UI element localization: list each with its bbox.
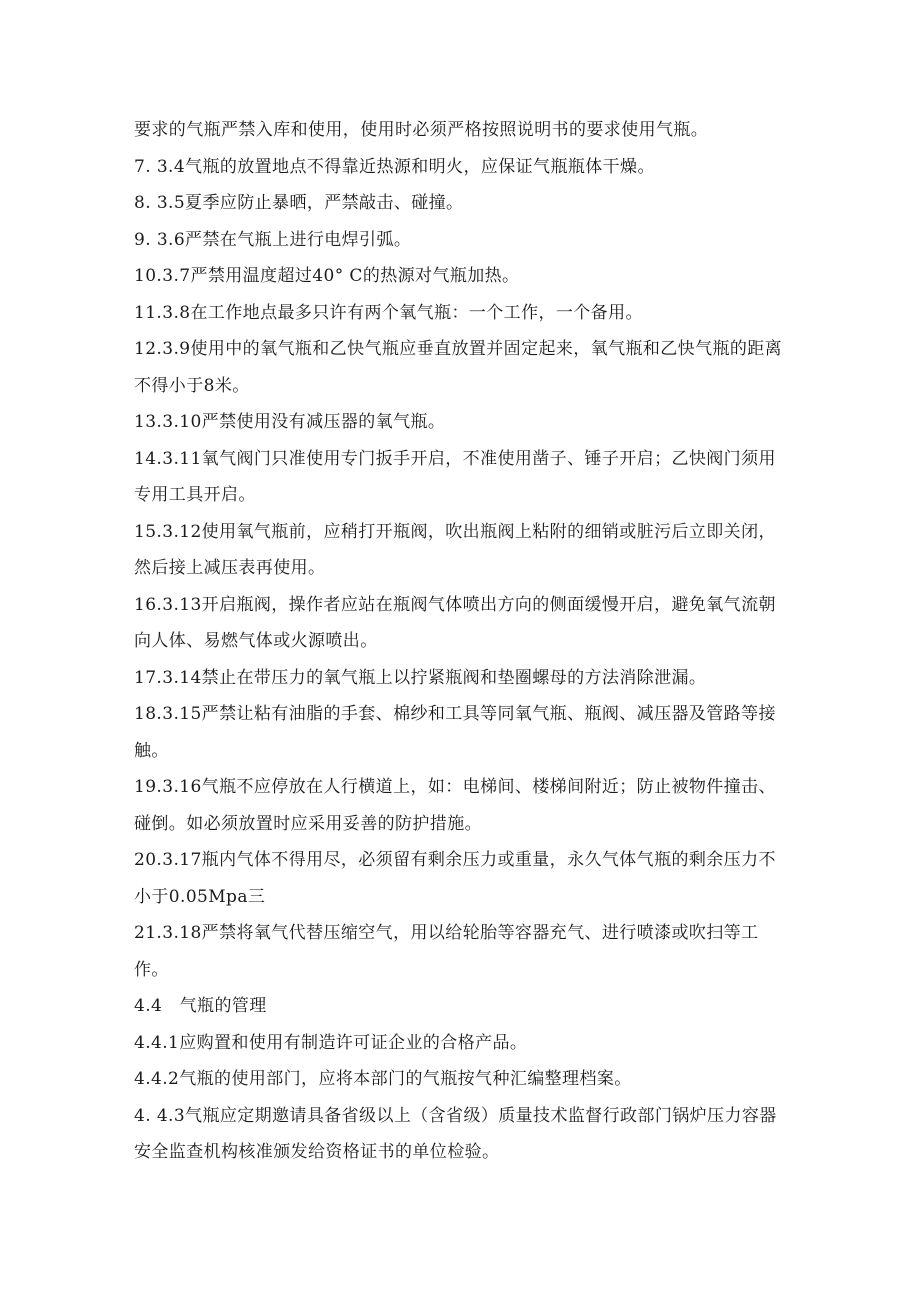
paragraph-item-14: 14.3.11氧气阀门只准使用专门扳手开启，不准使用凿子、锤子开启；乙快阀门须用专用工具开启。 [134,448,776,505]
paragraph-item-12: 12.3.9使用中的氧气瓶和乙快气瓶应垂直放置并固定起来，氧气瓶和乙快气瓶的距离不得小于8米。 [134,339,783,396]
paragraph-item-8: 8. 3.5夏季应防止暴晒，严禁敲击、碰撞。 [134,193,464,213]
document-body [134,112,789,1171]
paragraph-item-19: 19.3.16气瓶不应停放在人行横道上，如：电梯间、楼梯间附近；防止被物件撞击、碰倒。如必须放置时应采用妥善的防护措施。 [134,777,776,834]
section-heading-4-4: 4.4 气瓶的管理 [134,996,267,1016]
paragraph-item-7: 7. 3.4气瓶的放置地点不得靠近热源和明火，应保证气瓶瓶体干燥。 [134,156,655,177]
paragraph-cylinder-storage-requirement: 要求的气瓶严禁入库和使用，使用时必须严格按照说明书的要求使用气瓶。 [134,120,709,140]
paragraph-4-4-1: 4.4.1应购置和使用有制造许可证企业的合格产品。 [134,1032,528,1053]
paragraph-4-4-2: 4.4.2气瓶的使用部门，应将本部门的气瓶按气种汇编整理档案。 [134,1069,632,1089]
paragraph-item-13: 13.3.10严禁使用没有减压器的氧气瓶。 [134,412,446,432]
paragraph-item-15: 15.3.12使用氧气瓶前，应稍打开瓶阀，吹出瓶阀上粘附的细销或脏污后立即关闭，然后接上减压表再使用。 [134,521,776,578]
paragraph-item-11: 11.3.8在工作地点最多只许有两个氧气瓶：一个工作，一个备用。 [134,302,643,323]
paragraph-item-21: 21.3.18严禁将氧气代替压缩空气，用以给轮胎等容器充气、进行喷漆或吹扫等工作。 [134,923,759,980]
paragraph-item-18: 18.3.15严禁让粘有油脂的手套、棉纱和工具等同氧气瓶、瓶阀、减压器及管路等接触。 [134,704,776,761]
paragraph-item-10: 10.3.7严禁用温度超过40° C的热源对气瓶加热。 [134,266,520,286]
paragraph-item-20: 20.3.17瓶内气体不得用尽，必须留有剩余压力或重量，永久气体气瓶的剩余压力不小于0.05Mpa三 [134,850,776,907]
paragraph-item-16: 16.3.13开启瓶阀，操作者应站在瓶阀气体喷出方向的侧面缓慢开启，避免氧气流朝向人体、易燃气体或火源喷出。 [134,594,776,651]
paragraph-item-17: 17.3.14禁止在带压力的氧气瓶上以拧紧瓶阀和垫圈螺母的方法消除泄漏。 [134,667,707,688]
paragraph-item-9: 9. 3.6严禁在气瓶上进行电焊引弧。 [134,229,412,250]
paragraph-4-4-3: 4. 4.3气瓶应定期邀请具备省级以上（含省级）质量技术监督行政部门锅炉压力容器安全监查机构核准颁发给资格证书的单位检验。 [134,1105,777,1162]
